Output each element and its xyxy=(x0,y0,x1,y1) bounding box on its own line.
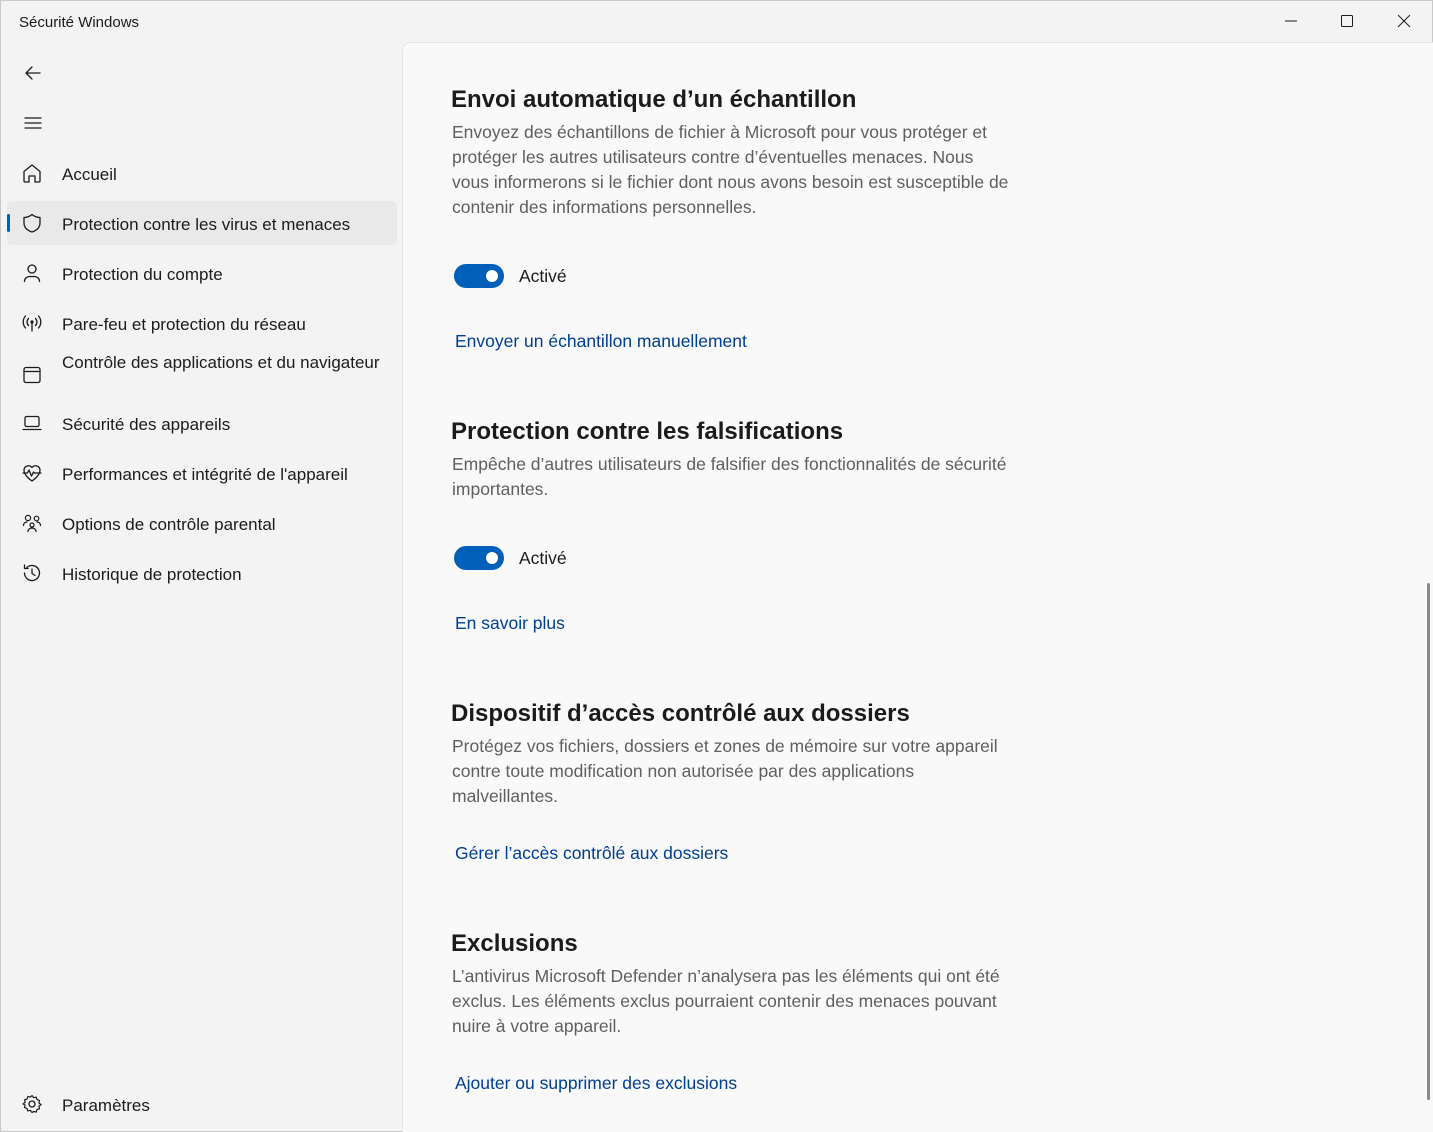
section-description: Protégez vos fichiers, dossiers et zones de mémoire sur votre appareil contre toute modification non autorisée par des applications malveillantes. xyxy=(452,736,998,806)
section-tamper-protection xyxy=(452,416,1012,502)
minimize-icon xyxy=(1284,14,1298,28)
maximize-icon xyxy=(1340,14,1354,28)
gear-icon xyxy=(21,1093,43,1115)
hamburger-menu-button[interactable] xyxy=(9,103,57,143)
title-bar xyxy=(1,1,1432,43)
sidebar-item-device-security[interactable] xyxy=(7,401,397,445)
back-arrow-icon xyxy=(24,64,42,82)
tamper-protection-toggle[interactable] xyxy=(454,546,504,570)
section-description: L’antivirus Microsoft Defender n’analysera pas les éléments qui ont été exclus. Les éléments exclus pourraient contenir des menaces pouvant nuire à votre appareil. xyxy=(452,966,1000,1036)
add-remove-exclusions-link[interactable]: Ajouter ou supprimer des exclusions xyxy=(455,1073,738,1093)
home-icon xyxy=(21,162,43,184)
sidebar-item-app-browser-control[interactable] xyxy=(7,348,397,402)
sidebar-item-home[interactable] xyxy=(7,151,397,195)
sidebar-item-label: Sécurité des appareils xyxy=(62,415,231,434)
family-icon xyxy=(21,512,43,534)
sidebar-item-account-protection[interactable] xyxy=(7,251,397,295)
sidebar-item-label: Options de contrôle parental xyxy=(62,515,276,534)
sidebar-item-label: Accueil xyxy=(62,165,117,184)
person-icon xyxy=(21,262,43,284)
sidebar-item-label: Performances et intégrité de l'appareil xyxy=(62,465,348,484)
back-button[interactable] xyxy=(9,53,57,93)
maximize-button[interactable] xyxy=(1319,1,1375,41)
section-exclusions xyxy=(452,928,1012,1039)
submit-sample-manually-link[interactable]: Envoyer un échantillon manuellement xyxy=(455,331,747,351)
section-description: Envoyez des échantillons de fichier à Microsoft pour vous protéger et protéger les autres utilisateurs contre d’éventuelles menaces. Nous vous informerons si le fichier dont nous avons besoin est susceptible de contenir des informations personnelles. xyxy=(452,122,1009,217)
sidebar-item-label: Contrôle des applications et du navigateur xyxy=(62,353,380,372)
section-description: Empêche d’autres utilisateurs de falsifier des fonctionnalités de sécurité importantes. xyxy=(452,454,1007,499)
close-button[interactable] xyxy=(1376,1,1432,41)
sidebar-item-label: Protection du compte xyxy=(62,265,223,284)
sidebar-item-label: Protection contre les virus et menaces xyxy=(62,215,351,234)
main-content xyxy=(402,42,1433,1132)
manage-folder-access-link[interactable]: Gérer l’accès contrôlé aux dossiers xyxy=(455,843,729,863)
app-browser-icon xyxy=(21,364,43,386)
sidebar-item-virus-protection[interactable] xyxy=(7,201,397,245)
close-icon xyxy=(1397,14,1411,28)
sidebar-item-protection-history[interactable] xyxy=(7,551,397,595)
section-sample-submission xyxy=(452,84,1012,220)
sidebar xyxy=(1,43,401,1132)
toggle-label: Activé xyxy=(519,266,567,286)
wifi-antenna-icon xyxy=(21,312,43,334)
section-controlled-folder-access xyxy=(452,698,1012,809)
window-title: Sécurité Windows xyxy=(19,14,140,31)
history-icon xyxy=(21,562,43,584)
sidebar-item-device-performance[interactable] xyxy=(7,451,397,495)
minimize-button[interactable] xyxy=(1263,1,1319,41)
learn-more-link[interactable]: En savoir plus xyxy=(455,613,565,633)
hamburger-icon xyxy=(24,114,42,132)
sidebar-item-label: Pare-feu et protection du réseau xyxy=(62,315,306,334)
sidebar-item-settings[interactable] xyxy=(7,1082,397,1126)
heart-pulse-icon xyxy=(21,462,43,484)
toggle-label: Activé xyxy=(519,548,567,568)
section-title: Dispositif d’accès contrôlé aux dossiers xyxy=(451,700,910,727)
section-title: Envoi automatique d’un échantillon xyxy=(451,86,857,113)
sidebar-item-label: Paramètres xyxy=(62,1096,150,1115)
sample-submission-toggle[interactable] xyxy=(454,264,504,288)
sidebar-item-family-options[interactable] xyxy=(7,501,397,545)
vertical-scrollbar[interactable] xyxy=(1427,583,1430,1100)
sidebar-item-label: Historique de protection xyxy=(62,565,242,584)
shield-icon xyxy=(21,212,43,234)
laptop-icon xyxy=(21,412,43,434)
sidebar-item-firewall[interactable] xyxy=(7,301,397,345)
section-title: Protection contre les falsifications xyxy=(451,418,844,445)
section-title: Exclusions xyxy=(451,930,578,957)
